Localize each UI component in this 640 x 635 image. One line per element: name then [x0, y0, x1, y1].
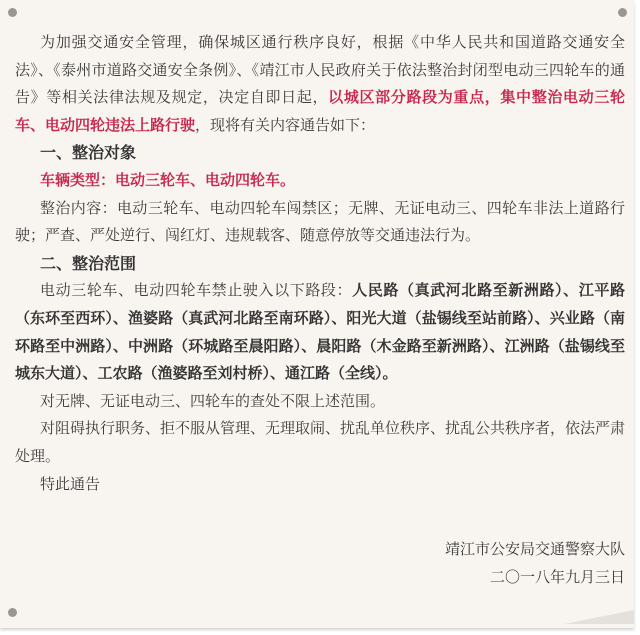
roads-list: 人民路（真武河北路至新洲路）、江平路（东环至西环）、渔婆路（真武河北路至南环路）、阳光大道（盐锡线至站前路）、兴业路（南环路至中洲路）、中洲路（环城路至晨阳路）、晨阳路（木金路至新洲路）、江洲路（盐锡线至城东大道）、工农路（渔婆路至刘村桥）、通江路（全线）。	[15, 281, 625, 383]
vehicle-types: 车辆类型：电动三轮车、电动四轮车。	[40, 170, 296, 189]
notice-body	[15, 29, 625, 591]
intro-text: 为加强交通安全管理，确保城区通行秩序良好，根据《中华人民共和国道路交通安全法》、《泰州市道路交通安全条例》、《靖江市人民政府关于依法整治封闭型电动三四轮车的通告》等相关法律法规及规定，决定自即日起，	[15, 33, 625, 107]
pin-icon	[618, 8, 627, 17]
pin-icon	[8, 608, 17, 617]
rectification-content: 整治内容：电动三轮车、电动四轮车闯禁区；无牌、无证电动三、四轮车非法上道路行驶；严查、严处逆行、闯红灯、违规载客、随意停放等交通违法行为。	[15, 198, 625, 245]
section-heading: 一、整治对象	[40, 143, 137, 163]
section-heading: 二、整治范围	[40, 253, 137, 273]
intro-paragraph	[15, 29, 625, 139]
roads-paragraph	[15, 277, 625, 387]
pin-icon	[8, 8, 17, 17]
scope-note: 对无牌、无证电动三、四轮车的查处不限上述范围。	[40, 391, 386, 410]
issuer: 靖江市公安局交通警察大队	[444, 540, 625, 559]
penalty-note: 对阻碍执行职务、拒不服从管理、无理取闹、扰乱单位秩序、扰乱公共秩序者，依法严肃处理。	[15, 419, 626, 465]
intro-text-end: ，现将有关内容通告如下：	[195, 115, 376, 134]
page-curl	[564, 610, 634, 624]
closing-text: 特此通告	[40, 474, 101, 493]
issue-date: 二〇一八年九月三日	[489, 567, 625, 586]
roads-lead: 电动三轮车、电动四轮车禁止驶入以下路段：	[40, 281, 353, 300]
intro-highlight: 以城区部分路段为重点，集中整治电动三轮车、电动四轮违法上路行驶	[15, 88, 625, 134]
